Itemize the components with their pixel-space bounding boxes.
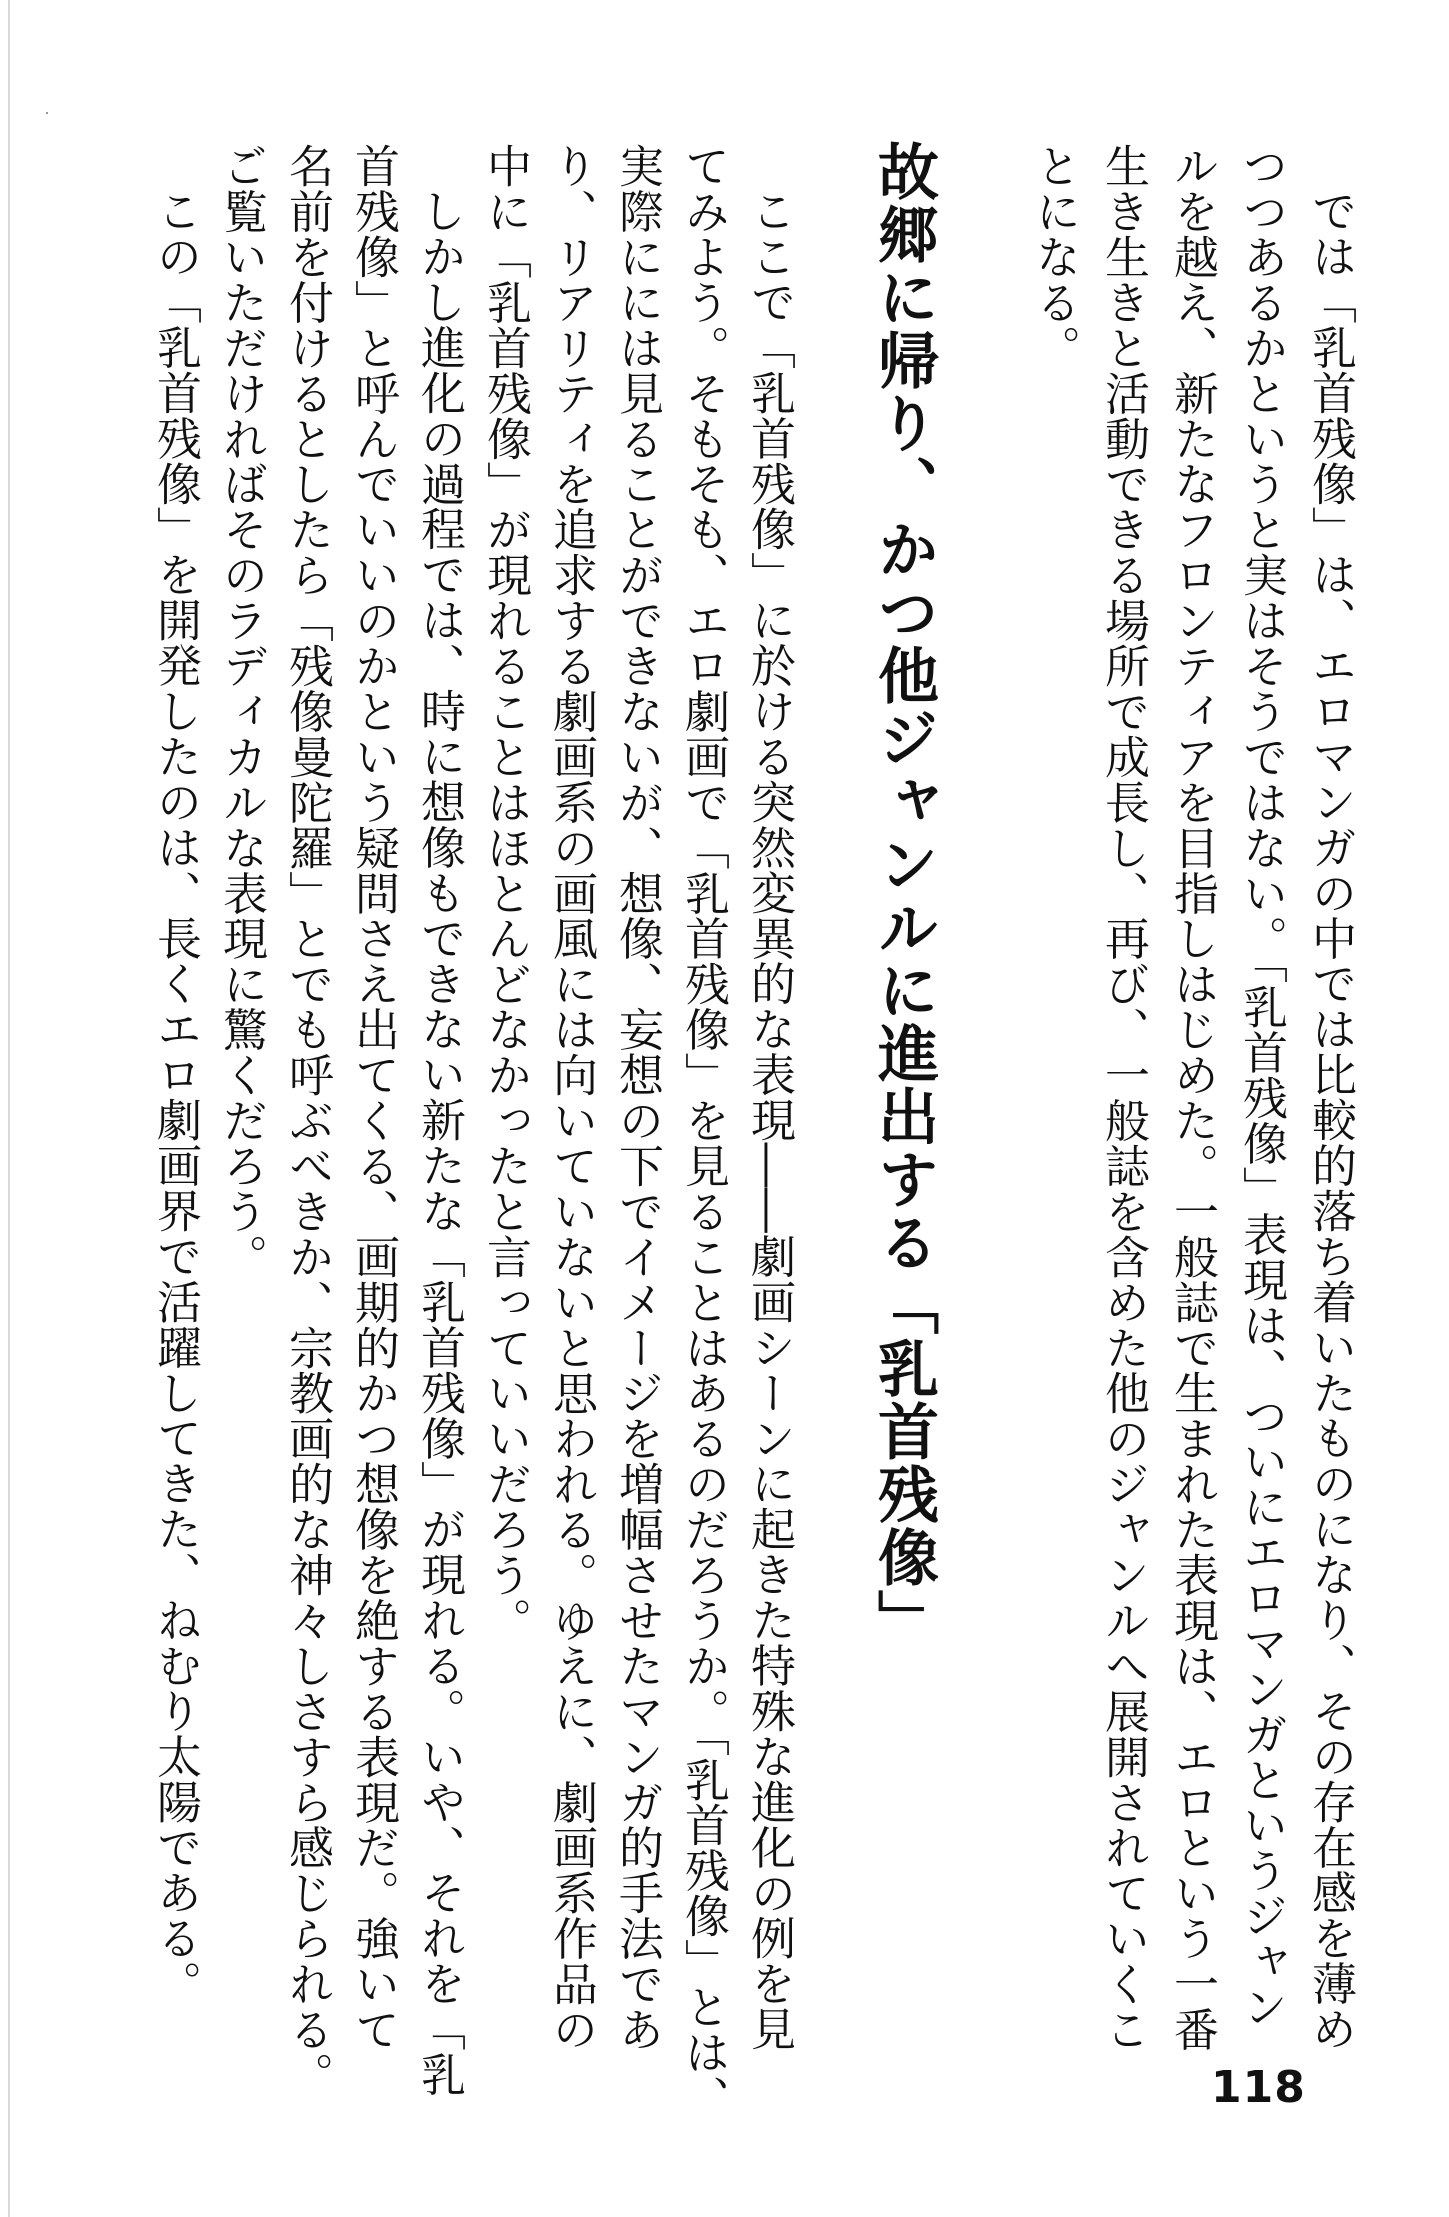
body-line-12: 首残像」と呼んでいいのかという疑問さえ出てくる、画期的かつ想像を絶する表現だ。強いて (347, 143, 400, 2052)
body-line-11: しかし進化の過程では、時に想像もできない新たな「乳首残像」が現れる。いや、それを「乳 (413, 188, 466, 2097)
section-heading: 故郷に帰り、かつ他ジャンルに進出する「乳首残像」 (868, 140, 939, 1652)
body-line-5: とになる。 (1028, 143, 1081, 371)
body-line-4: 生き生きと活動できる場所で成長し、再び、一般誌を含めた他のジャンルへ展開されていくこ (1097, 143, 1150, 2052)
page-number: 118 (1211, 2062, 1306, 2113)
body-line-13: 名前を付けるとしたら「残像曼陀羅」とでも呼ぶべきか、宗教画的な神々しさすら感じられる。 (281, 143, 334, 2098)
body-line-2: つつあるかというと実はそうではない。「乳首残像」表現は、ついにエロマンガというジャン (1235, 143, 1288, 2030)
body-line-10: 中に「乳首残像」が現れることはほとんどなかったと言っていいだろう。 (479, 143, 532, 1643)
body-line-14: ご覧いただければそのラディカルな表現に驚くだろう。 (215, 143, 268, 1280)
body-line-9: り、リアリティを追求する劇画系の画風には向いていないと思われる。ゆえに、劇画系作品の (545, 143, 598, 2052)
body-line-3: ルを越え、新たなフロンティアを目指しはじめた。一般誌で生まれた表現は、エロという一番 (1166, 143, 1219, 2052)
body-line-7: てみよう。そもそも、エロ劇画で「乳首残像」を見ることはあるのだろうか。「乳首残像」とは、 (677, 143, 730, 2121)
body-line-6: ここで「乳首残像」に於ける突然変異的な表現――劇画シーンに起きた特殊な進化の例を見 (743, 188, 796, 2052)
body-line-8: 実際にには見ることができないが、想像、妄想の下でイメージを増幅させたマンガ的手法であ (611, 143, 664, 2052)
scan-speck (46, 112, 48, 114)
page-edge (8, 0, 10, 2217)
body-line-1: では「乳首残像」は、エロマンガの中では比較的落ち着いたものになり、その存在感を薄め (1304, 188, 1357, 2052)
body-line-15: この「乳首残像」を開発したのは、長くエロ劇画界で活躍してきた、ねむり太陽である。 (149, 188, 202, 2006)
